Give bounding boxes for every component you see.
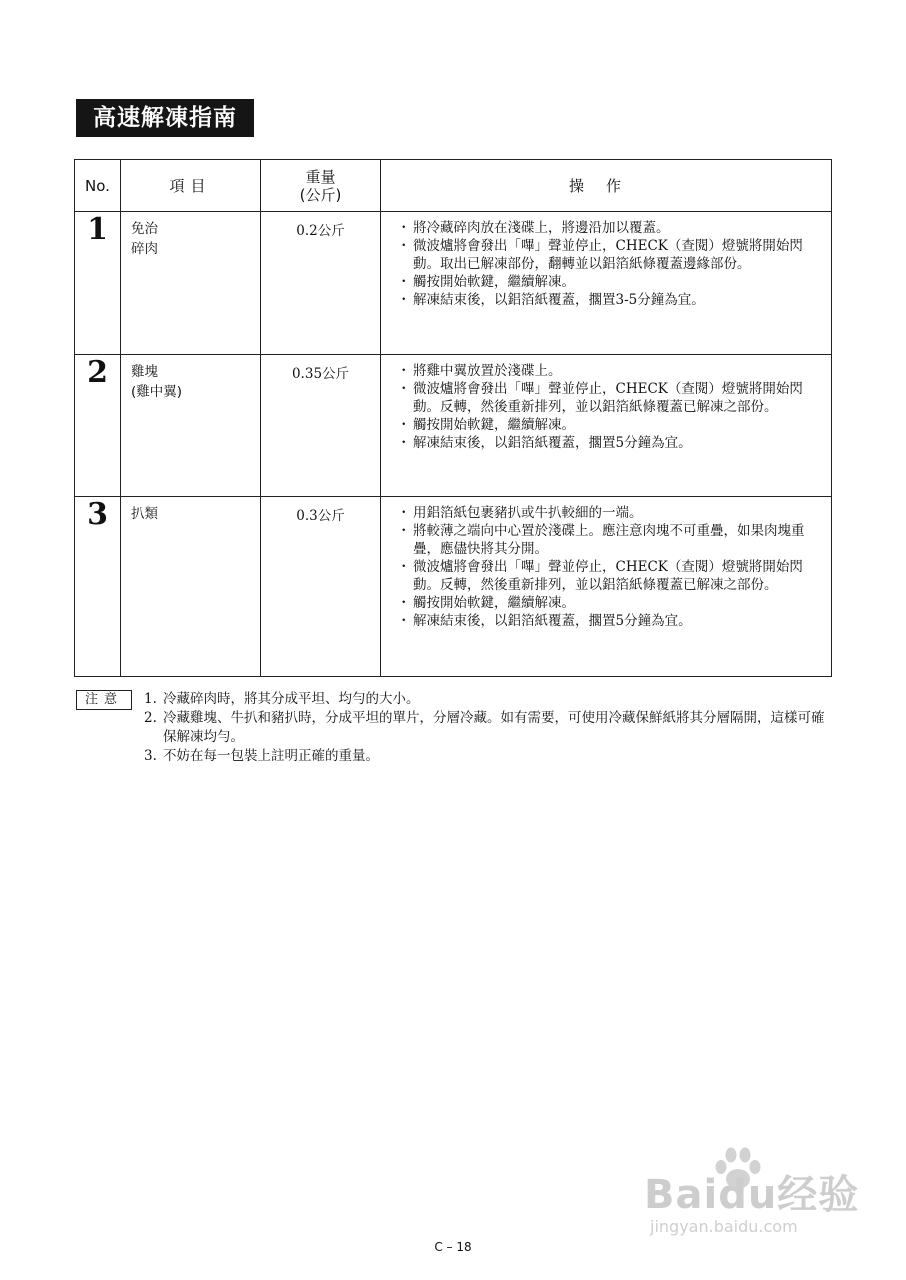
bullet-icon: ・ xyxy=(397,292,411,308)
operation-step: ・ 解凍結束後，以鋁箔紙覆蓋，擱置5分鐘為宜。 xyxy=(397,613,692,629)
header-item: 項目 xyxy=(121,160,261,212)
operation-list xyxy=(397,504,819,630)
header-no: No. xyxy=(75,160,121,212)
bullet-icon: ・ xyxy=(397,363,411,379)
row-item xyxy=(121,355,261,497)
item-name-line1: 扒類 xyxy=(131,506,158,522)
note-number: 3. xyxy=(144,748,157,764)
watermark-url: jingyan.baidu.com xyxy=(650,1217,798,1236)
table-row xyxy=(75,212,832,355)
operation-step: ・ 微波爐將會發出「嗶」聲並停止，CHECK（查閱）燈號將開始閃動。反轉，然後重新排列，並以鋁箔紙條覆蓋已解凍之部份。 xyxy=(397,559,803,593)
operation-step: ・ 解凍結束後，以鋁箔紙覆蓋，擱置3-5分鐘為宜。 xyxy=(397,292,705,308)
note-text: 冷藏碎肉時，將其分成平坦、均勻的大小。 xyxy=(163,691,420,707)
operation-step: ・ 解凍結束後，以鋁箔紙覆蓋，擱置5分鐘為宜。 xyxy=(397,435,692,451)
note-number: 1. xyxy=(144,691,157,707)
table-row xyxy=(75,355,832,497)
baidu-jingyan-watermark xyxy=(644,1145,864,1255)
header-weight-line2: (公斤) xyxy=(299,185,342,204)
operation-step: ・ 微波爐將會發出「嗶」聲並停止，CHECK（查閱）燈號將開始閃動。反轉，然後重新排列，並以鋁箔紙條覆蓋已解凍之部份。 xyxy=(397,381,803,415)
row-number: 2 xyxy=(75,355,121,497)
operation-step: ・ 用鋁箔紙包裹豬扒或牛扒較細的一端。 xyxy=(397,505,643,521)
operation-step: ・ 將冷藏碎肉放在淺碟上，將邊沿加以覆蓋。 xyxy=(397,220,670,236)
operation-step: ・ 觸按開始軟鍵，繼續解凍。 xyxy=(397,595,575,611)
bullet-icon: ・ xyxy=(397,381,411,397)
row-operations xyxy=(381,355,832,497)
item-name-line1: 雞塊 xyxy=(131,364,158,380)
bullet-icon: ・ xyxy=(397,613,411,629)
table-row xyxy=(75,497,832,677)
bullet-icon: ・ xyxy=(397,238,411,254)
notes-list xyxy=(76,690,836,766)
operation-step: ・ 將較薄之端向中心置於淺碟上。應注意肉塊不可重疊，如果肉塊重疊，應儘快將其分開。 xyxy=(397,523,805,557)
bullet-icon: ・ xyxy=(397,523,411,539)
row-weight: 0.3公斤 xyxy=(261,497,381,677)
operation-step: ・ 觸按開始軟鍵，繼續解凍。 xyxy=(397,274,575,290)
item-name-line2: (雞中翼) xyxy=(131,384,183,400)
row-item xyxy=(121,212,261,355)
item-name-line1: 免治 xyxy=(131,221,158,237)
bullet-icon: ・ xyxy=(397,220,411,236)
row-operations xyxy=(381,497,832,677)
note-text: 不妨在每一包裝上註明正確的重量。 xyxy=(163,748,379,764)
item-name-line2: 碎肉 xyxy=(131,241,158,257)
operation-list xyxy=(397,362,819,452)
bullet-icon: ・ xyxy=(397,559,411,575)
page-number: C – 18 xyxy=(434,1240,472,1254)
operation-step: ・ 微波爐將會發出「嗶」聲並停止，CHECK（查閱）燈號將開始閃動。取出已解凍部份，翻轉並以鋁箔紙條覆蓋邊緣部份。 xyxy=(397,238,803,272)
bullet-icon: ・ xyxy=(397,505,411,521)
row-weight: 0.35公斤 xyxy=(261,355,381,497)
bullet-icon: ・ xyxy=(397,274,411,290)
note-text: 冷藏雞塊、牛扒和豬扒時，分成平坦的單片，分層冷藏。如有需要，可使用冷藏保鮮紙將其分層隔開，這樣可確保解凍均勻。 xyxy=(163,710,825,745)
operation-step: ・ 將雞中翼放置於淺碟上。 xyxy=(397,363,562,379)
note-item xyxy=(144,747,836,766)
bullet-icon: ・ xyxy=(397,435,411,451)
row-number: 3 xyxy=(75,497,121,677)
notes-label: 注意 xyxy=(76,690,132,710)
note-item xyxy=(144,690,836,709)
row-operations xyxy=(381,212,832,355)
operation-step: ・ 觸按開始軟鍵，繼續解凍。 xyxy=(397,417,575,433)
operation-list xyxy=(397,219,819,309)
bullet-icon: ・ xyxy=(397,595,411,611)
header-weight xyxy=(261,160,381,212)
bullet-icon: ・ xyxy=(397,417,411,433)
watermark-logo: Baidu经验 xyxy=(644,1172,860,1218)
header-operation: 操作 xyxy=(381,160,832,212)
header-weight-line1: 重量 xyxy=(305,167,336,186)
defrost-guide-table xyxy=(74,159,832,677)
table-header-row xyxy=(75,160,832,212)
page-title: 高速解凍指南 xyxy=(76,99,254,137)
note-number: 2. xyxy=(144,710,157,726)
row-weight: 0.2公斤 xyxy=(261,212,381,355)
notes-section xyxy=(76,690,836,766)
note-item xyxy=(144,709,836,747)
row-number: 1 xyxy=(75,212,121,355)
row-item xyxy=(121,497,261,677)
